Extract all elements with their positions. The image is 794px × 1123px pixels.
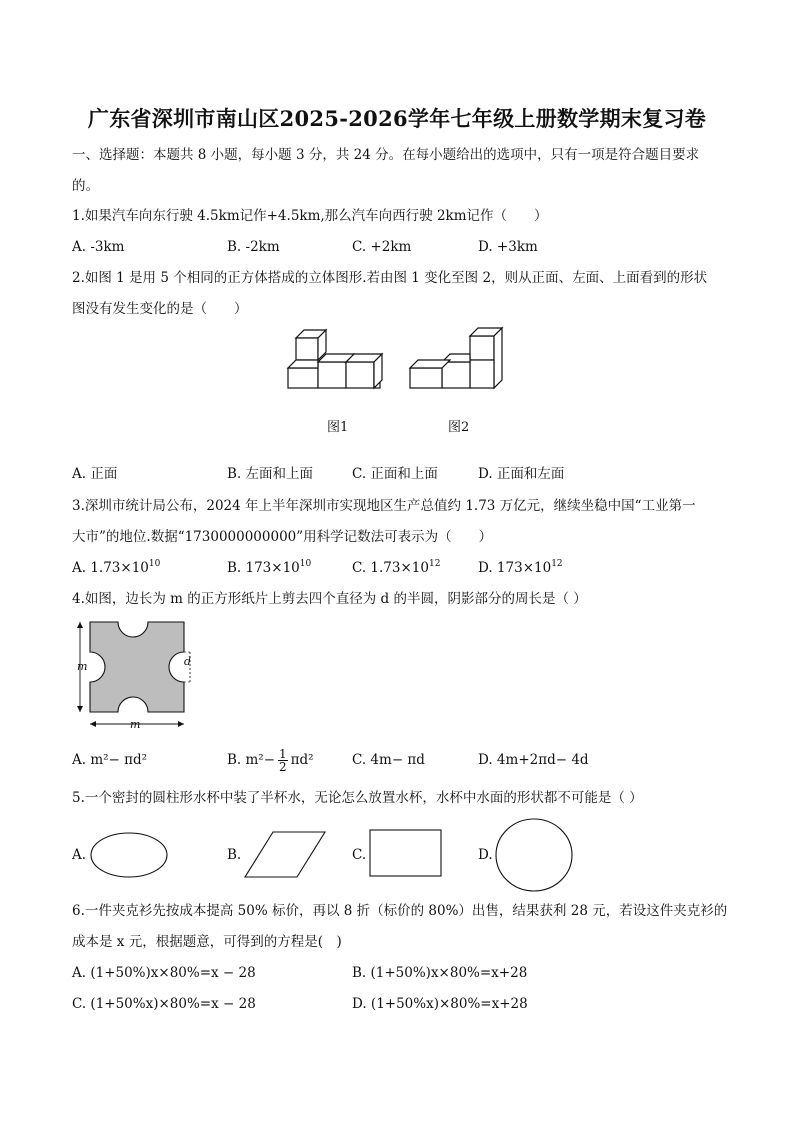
q2-option-d: D. 正面和左面 bbox=[478, 466, 565, 482]
q3-option-b: B. $173\times 10^{10}$ bbox=[227, 559, 312, 576]
q6-option-b: B. (1+50%)x×80%=x+28 bbox=[352, 965, 528, 981]
q1-stem: 1.如果汽车向东行驶 4.5km记作+4.5km,那么汽车向西行驶 2km记作（ ） bbox=[72, 208, 548, 224]
q6-option-c: C. (1+50%x)×80%=x − 28 bbox=[72, 996, 256, 1012]
section-heading-cont: 的。 bbox=[72, 178, 99, 194]
q4-option-c: C. 4m− πd bbox=[352, 752, 425, 768]
page-title: 广东省深圳市南山区2025-2026学年七年级上册数学期末复习卷 bbox=[87, 106, 707, 131]
q4-option-a: A. m²− πd² bbox=[72, 752, 148, 768]
label-d: d bbox=[184, 655, 192, 668]
q1-option-b: B. -2km bbox=[227, 239, 280, 255]
figure-2-caption: 图2 bbox=[448, 420, 470, 435]
cube-figure-2 bbox=[402, 322, 512, 392]
q5-option-c-label: C. bbox=[352, 847, 367, 863]
q4-option-d: D. 4m+2πd− 4d bbox=[478, 752, 589, 768]
q5-option-d-label: D. bbox=[478, 847, 493, 863]
rectangle-shape bbox=[368, 828, 444, 880]
cube-figure-1 bbox=[280, 322, 420, 392]
label-m-horizontal: m bbox=[130, 718, 141, 731]
q4-stem: 4.如图，边长为 m 的正方形纸片上剪去四个直径为 d 的半圆，阴影部分的周长是（ ） bbox=[72, 591, 587, 607]
circle-shape bbox=[494, 817, 576, 893]
q6-stem-line2: 成本是 x 元，根据题意，可得到的方程是( ) bbox=[72, 934, 342, 950]
figure-1-caption: 图1 bbox=[327, 420, 349, 435]
q3-option-a: A. $1.73\times 10^{10}$ bbox=[72, 559, 161, 576]
section-heading: 一、选择题：本题共 8 小题，每小题 3 分，共 24 分。在每小题给出的选项中，只有一项是符合题目要求 bbox=[72, 147, 700, 163]
q6-option-d: D. (1+50%x)×80%=x+28 bbox=[352, 996, 528, 1012]
q3-stem-line1: 3.深圳市统计局公布，2024 年上半年深圳市实现地区生产总值约 1.73 万亿元，继续坐稳中国“工业第一 bbox=[72, 498, 696, 514]
q6-option-a: A. (1+50%)x×80%=x − 28 bbox=[72, 965, 256, 981]
q5-option-a-label: A. bbox=[72, 847, 87, 863]
q3-stem-line2: 大市”的地位.数据“1730000000000”用科学记数法可表示为（ ） bbox=[72, 529, 493, 545]
q1-option-a: A. -3km bbox=[72, 239, 125, 255]
q6-stem-line1: 6.一件夹克衫先按成本提高 50% 标价，再以 8 折（标价的 80%）出售，结果获利 28 元，若设这件夹克衫的 bbox=[72, 903, 728, 919]
q2-stem-line1: 2.如图 1 是用 5 个相同的正方体搭成的立体图形.若由图 1 变化至图 2，则从正面、左面、上面看到的形状 bbox=[72, 270, 708, 286]
ellipse-shape bbox=[88, 829, 172, 881]
parallelogram-shape bbox=[243, 829, 329, 881]
q2-stem-line2: 图没有发生变化的是（ ） bbox=[72, 301, 248, 317]
q3-option-d: D. $173\times 10^{12}$ bbox=[478, 559, 563, 576]
q5-stem: 5.一个密封的圆柱形水杯中装了半杯水，无论怎么放置水杯，水杯中水面的形状都不可能是（ ） bbox=[72, 790, 643, 806]
q1-option-d: D. +3km bbox=[478, 239, 538, 255]
q1-option-c: C. +2km bbox=[352, 239, 412, 255]
q2-option-c: C. 正面和上面 bbox=[352, 466, 438, 482]
q5-option-b-label: B. bbox=[227, 847, 242, 863]
label-m-vertical: m bbox=[77, 660, 88, 673]
q3-option-c: C. $1.73\times 10^{12}$ bbox=[352, 559, 441, 576]
q2-option-b: B. 左面和上面 bbox=[227, 466, 314, 482]
q4-option-b: B. m²− $\frac{1}{2}$ πd² bbox=[227, 747, 314, 774]
q2-option-a: A. 正面 bbox=[72, 466, 118, 482]
